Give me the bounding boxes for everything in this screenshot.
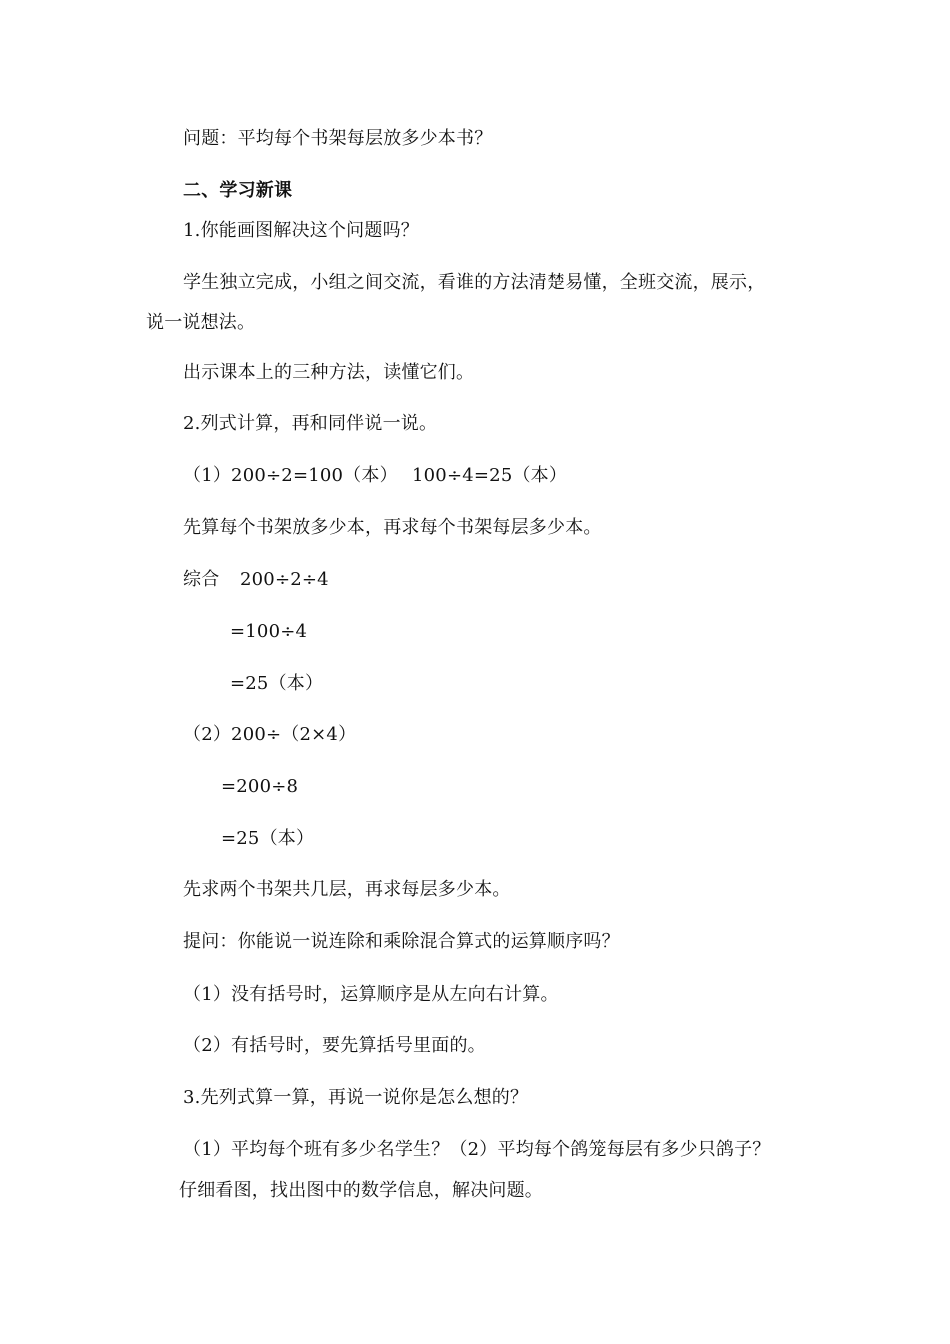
item3-title: 3.先列式算一算，再说一说你是怎么想的？ bbox=[183, 1087, 529, 1108]
rule2: （2）有括号时，要先算括号里面的。 bbox=[183, 1035, 486, 1056]
method2-explanation: 先求两个书架共几层，再求每层多少本。 bbox=[183, 879, 511, 900]
ask-question: 提问：你能说一说连除和乘除混合算式的运算顺序吗？ bbox=[183, 931, 620, 952]
method1-explanation: 先算每个书架放多少本，再求每个书架每层多少本。 bbox=[183, 517, 602, 538]
item1-paragraph-line1: 学生独立完成，小组之间交流，看谁的方法清楚易懂，全班交流，展示， bbox=[183, 272, 766, 293]
combined-step2: =25（本） bbox=[230, 673, 324, 694]
combined-step1: =100÷4 bbox=[230, 621, 308, 642]
item3-instruction: 仔细看图，找出图中的数学信息，解决问题。 bbox=[179, 1180, 543, 1201]
item3-questions: （1）平均每个班有多少名学生？（2）平均每个鸽笼每层有多少只鸽子？ bbox=[183, 1139, 771, 1160]
item1-paragraph-line2: 说一说想法。 bbox=[146, 312, 256, 333]
combined-label: 综合 bbox=[183, 569, 220, 590]
question-line: 问题：平均每个书架每层放多少本书？ bbox=[183, 128, 493, 149]
section-heading: 二、学习新课 bbox=[183, 180, 293, 201]
combined-expression: 200÷2÷4 bbox=[240, 569, 329, 590]
item2-title: 2.列式计算，再和同伴说一说。 bbox=[183, 413, 438, 434]
method2-step2: =25（本） bbox=[221, 828, 315, 849]
method1-step1: （1）200÷2=100（本） bbox=[183, 465, 398, 486]
item1-title: 1.你能画图解决这个问题吗？ bbox=[183, 220, 419, 241]
method2-expression: （2）200÷（2×4） bbox=[183, 724, 357, 745]
method2-step1: =200÷8 bbox=[221, 776, 299, 797]
item1-show-methods: 出示课本上的三种方法，读懂它们。 bbox=[183, 362, 475, 383]
rule1: （1）没有括号时，运算顺序是从左向右计算。 bbox=[183, 984, 559, 1005]
method1-step2: 100÷4=25（本） bbox=[412, 465, 568, 486]
